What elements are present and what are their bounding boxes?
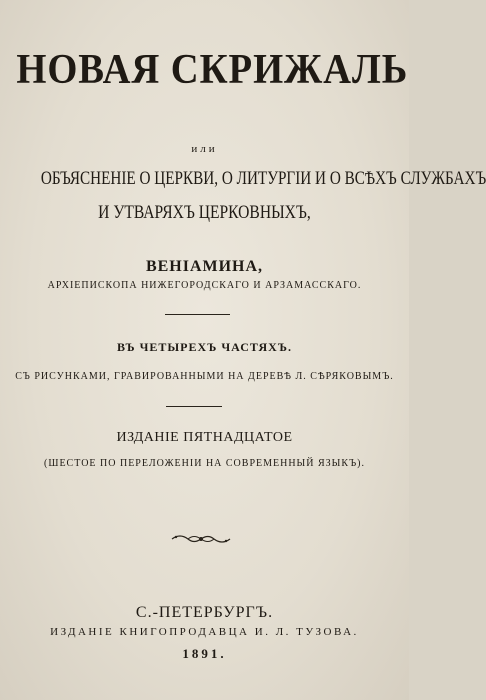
subtitle-line-1: ОБЪЯСНЕНІЕ О ЦЕРКВИ, О ЛИТУРГІИ И О ВСѢХЪ СЛУЖБАХЪ [40,168,486,189]
divider-rule [166,406,222,407]
publication-city: С.-ПЕТЕРБУРГЪ. [135,604,274,621]
publisher: ИЗДАНІЕ КНИГОПРОДАВЦА И. Л. ТУЗОВА. [50,626,359,638]
author-name: ВЕНІАМИНА, [145,258,264,275]
divider-rule [165,314,230,315]
edition-note: (ШЕСТОЕ ПО ПЕРЕЛОЖЕНІИ НА СОВРЕМЕННЫЙ ЯЗЫКЪ). [44,458,365,469]
illustrations-note: СЪ РИСУНКАМИ, ГРАВИРОВАННЫМИ НА ДЕРЕВѢ Л. СѢРЯКОВЫМЪ. [15,371,394,382]
subtitle-line-2: И УТВАРЯХЪ ЦЕРКОВНЫХЪ, [98,202,311,223]
parts-count: ВЪ ЧЕТЫРЕХЪ ЧАСТЯХЪ. [117,340,292,354]
edition-label: ИЗДАНІЕ ПЯТНАДЦАТОЕ [116,430,293,445]
book-title: НОВАЯ СКРИЖАЛЬ [16,47,409,93]
decorative-floral-ornament-icon [170,532,232,546]
author-title: АРХІЕПИСКОПА НИЖЕГОРОДСКАГО И АРЗАМАССКАГО. [47,280,362,291]
publication-year: 1891. [182,646,227,661]
title-connector: или [191,143,218,155]
